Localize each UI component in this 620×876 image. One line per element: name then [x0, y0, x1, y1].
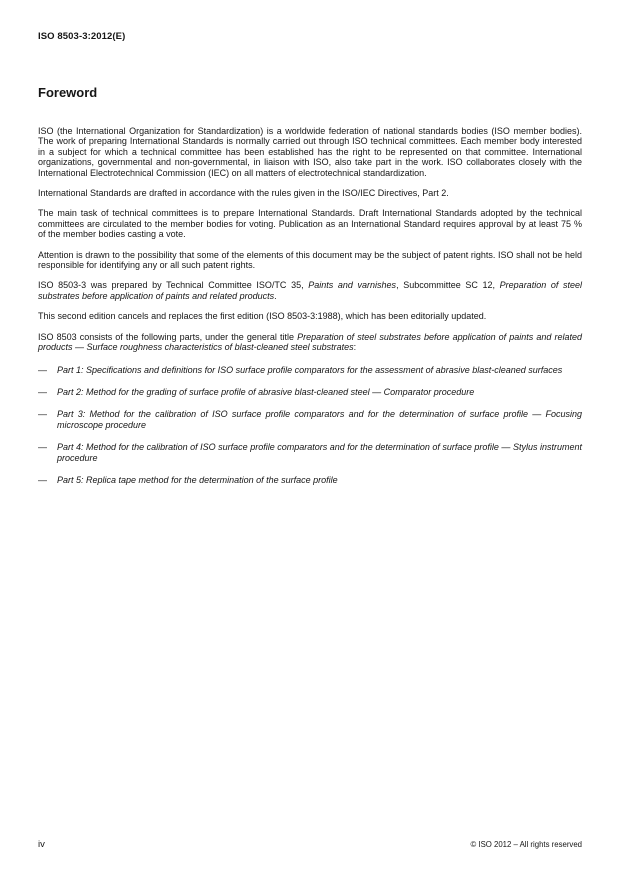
paragraph-iso-federation: ISO (the International Organization for Standardization) is a worldwide federation of national standards bodies (ISO member bodies). The work of preparing International Standards is normally carried out through ISO technical committees. Each member body interested in a subject for which a technical committee has been established has the right to be represented on that committee. International organizations, governmental and non-governmental, in liaison with ISO, also take part in the work. ISO collaborates closely with the International Electrotechnical Commission (IEC) on all matters of electrotechnical standardization.: [38, 126, 582, 178]
dash-bullet: —: [38, 386, 47, 397]
list-item-part-1: [38, 365, 582, 375]
list-item-text: Part 1: Specifications and definitions for ISO surface profile comparators for the assessment of abrasive blast-cleaned surfaces: [57, 364, 563, 375]
copyright-notice: © ISO 2012 – All rights reserved: [470, 840, 582, 849]
dash-bullet: —: [38, 474, 47, 485]
list-item-part-4: [38, 442, 582, 463]
paragraph-patent-rights: Attention is drawn to the possibility that some of the elements of this document may be the subject of patent rights. ISO shall not be held responsible for identifying any or all such patent rights.: [38, 249, 582, 271]
list-item-text: Part 3: Method for the calibration of ISO surface profile comparators and for the determination of surface profile — Focusing microscope procedure: [57, 409, 582, 430]
paragraph-directives: International Standards are drafted in accordance with the rules given in the ISO/IEC Directives, Part 2.: [38, 188, 449, 199]
dash-bullet: —: [38, 409, 47, 420]
foreword-body: [38, 126, 582, 485]
list-item-text: Part 2: Method for the grading of surface profile of abrasive blast-cleaned steel — Comparator procedure: [57, 386, 475, 397]
list-item-part-5: [38, 475, 582, 485]
paragraph-main-task: The main task of technical committees is to prepare International Standards. Draft International Standards adopted by the technical committees are circulated to the member bodies for voting. Publication as an International Standard requires approval by at least 75 % of the member bodies casting a vote.: [38, 208, 582, 240]
page-content: [38, 0, 582, 497]
list-item-text: Part 4: Method for the calibration of ISO surface profile comparators and for the determination of surface profile — Stylus instrument procedure: [57, 442, 582, 463]
parts-list: [38, 365, 582, 486]
document-reference-header: ISO 8503-3:2012(E): [38, 31, 126, 42]
paragraph-committee: ISO 8503-3 was prepared by Technical Committee ISO/TC 35, Paints and varnishes, Subcommittee SC 12, Preparation of steel substrates before application of paints and related products.: [38, 280, 582, 301]
list-item-part-2: [38, 387, 582, 397]
paragraph-parts-intro: ISO 8503 consists of the following parts, under the general title Preparation of steel substrates before application of paints and related products — Surface roughness characteristics of blast-cleaned steel substrates:: [38, 331, 582, 353]
list-item-text: Part 5: Replica tape method for the determination of the surface profile: [57, 474, 338, 485]
paragraph-second-edition: This second edition cancels and replaces the first edition (ISO 8503-3:1988), which has been editorially updated.: [38, 311, 487, 322]
page-number: iv: [38, 839, 45, 850]
page-footer: [38, 839, 582, 850]
dash-bullet: —: [38, 442, 47, 453]
section-title: Foreword: [38, 85, 98, 100]
dash-bullet: —: [38, 364, 47, 375]
list-item-part-3: [38, 409, 582, 430]
